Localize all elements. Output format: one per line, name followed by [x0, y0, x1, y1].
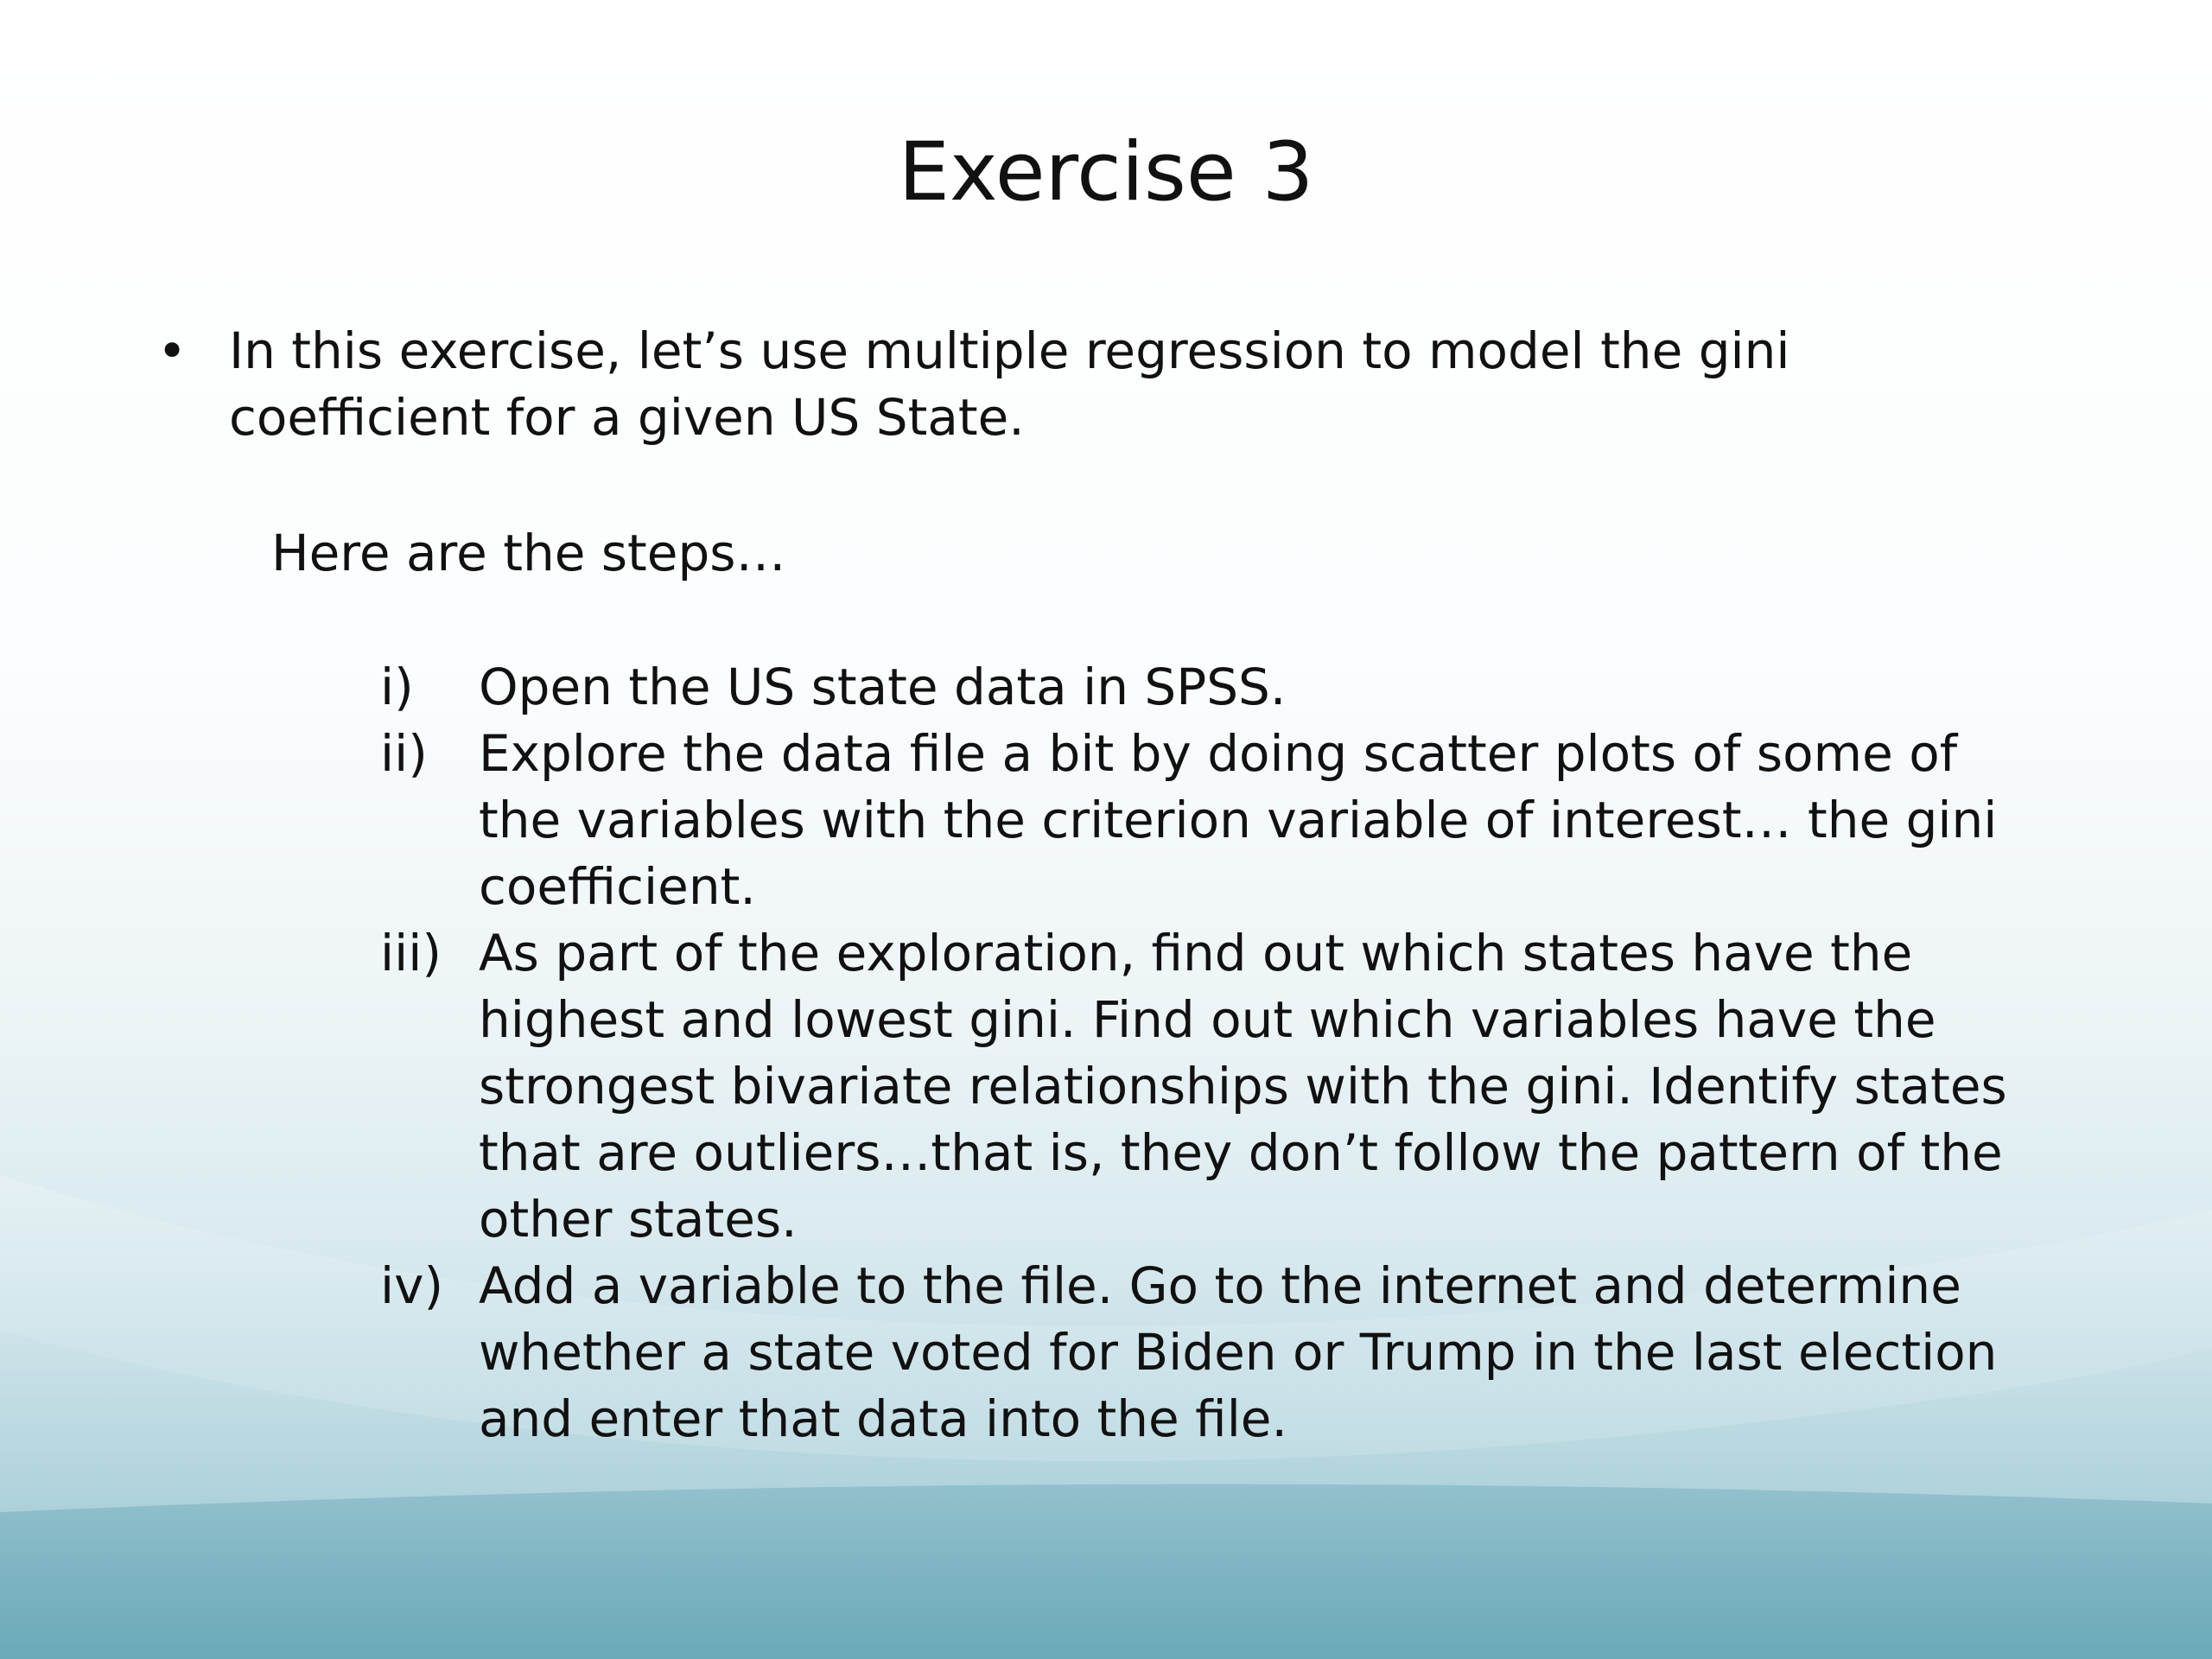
step-line: whether a state voted for Biden or Trump in the last election — [479, 1323, 1998, 1382]
step-line: Explore the data file a bit by doing scatter plots of some of — [479, 724, 1958, 783]
step-text — [479, 654, 2126, 721]
step-line: Open the US state data in SPSS. — [479, 658, 1287, 716]
step-item — [380, 721, 2126, 920]
slide-title: Exercise 3 — [898, 125, 1314, 219]
step-line: Add a variable to the file. Go to the internet and determine — [479, 1256, 1961, 1315]
step-number: iii) — [380, 924, 442, 982]
wave-front — [0, 1484, 2212, 1659]
step-line: As part of the exploration, find out which states have the — [479, 924, 1913, 982]
step-line: other states. — [479, 1190, 798, 1249]
bullet-marker: • — [157, 321, 188, 380]
step-line: and enter that data into the file. — [479, 1389, 1287, 1448]
step-number: i) — [380, 658, 414, 716]
steps-list — [380, 654, 2126, 1452]
step-text — [479, 721, 2126, 920]
steps-intro: Here are the steps… — [271, 524, 786, 582]
bullet-line: In this exercise, let’s use multiple regression to model the gini — [229, 321, 1790, 380]
step-line: that are outliers…that is, they don’t follow the pattern of the — [479, 1123, 2003, 1182]
step-item — [380, 654, 2126, 721]
step-text — [479, 920, 2126, 1253]
step-line: highest and lowest gini. Find out which variables have the — [479, 990, 1936, 1049]
bullet-line: coefficient for a given US State. — [229, 388, 1025, 447]
step-number: ii) — [380, 724, 428, 783]
step-number: iv) — [380, 1256, 444, 1315]
step-line: strongest bivariate relationships with the gini. Identify states — [479, 1057, 2007, 1116]
step-item — [380, 920, 2126, 1253]
step-item — [380, 1253, 2126, 1452]
step-line: coefficient. — [479, 857, 756, 916]
step-line: the variables with the criterion variable of interest… the gini — [479, 791, 1998, 849]
step-text — [479, 1253, 2126, 1452]
bullet-text — [229, 318, 2044, 451]
